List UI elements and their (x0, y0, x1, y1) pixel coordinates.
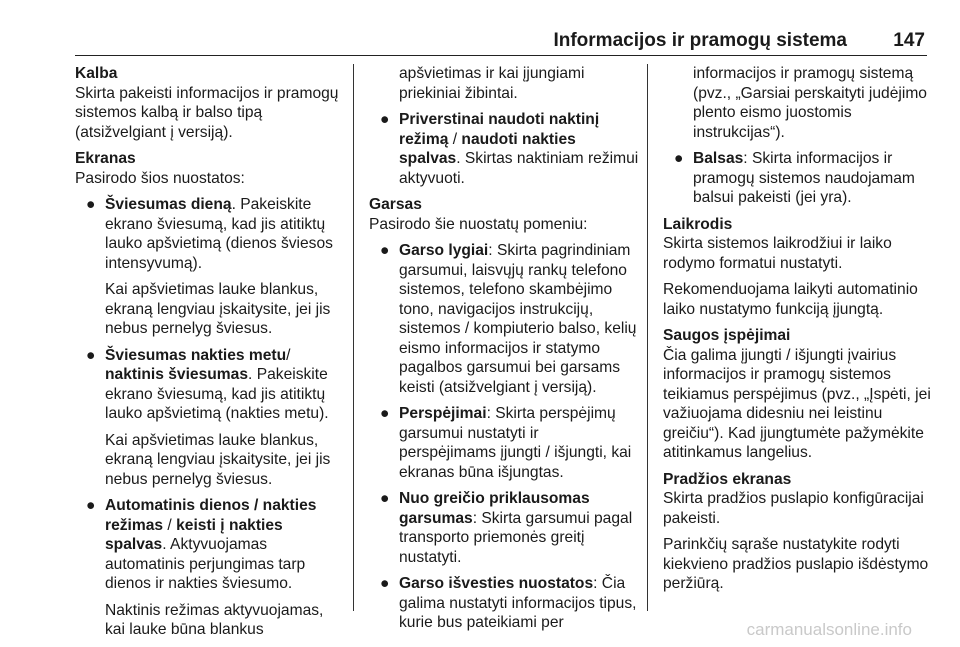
bullet-icon: ● (86, 346, 96, 364)
continued-text: apšvietimas ir kai įjungiami priekiniai žibintai. (399, 65, 585, 102)
bullet-icon: ● (380, 405, 390, 422)
option-name-alt: naktinis šviesumas (105, 366, 249, 383)
bullet-icon: ● (380, 242, 390, 259)
column-divider-2 (647, 64, 648, 611)
section-title: Garsas (369, 196, 422, 213)
list-item (369, 404, 639, 482)
column-1 (75, 64, 345, 647)
section-pradzios (663, 470, 935, 594)
option-description: : Skirta pagrindiniam garsumui, laisvųjų rankų telefono sistemos, telefono skambėjimo tono, navigacijos instrukcijų, sistemos / kompiuterio balso, kelių eismo informacijos ir statymo pagalbos garsumui bei garsams keisti (atsižvelgiant į versiją). (399, 242, 637, 396)
option-note: Naktinis režimas aktyvuojamas, kai lauke būna blankus (105, 601, 324, 638)
watermark: carmanualsonline.info (746, 620, 912, 639)
section-title: Saugos įspėjimai (663, 327, 791, 344)
bullet-list (75, 195, 345, 640)
header-rule (75, 55, 927, 56)
section-kalba (75, 64, 345, 142)
section-body: Rekomenduojama laikyti automatinio laiko nustatymo funkciją įjungtą. (663, 281, 918, 318)
option-description: : Skirta informacijos ir pramogų sistemos naudojamam balsui pakeisti (jei yra). (693, 150, 915, 206)
section-body: Skirta pradžios puslapio konfigūracijai pakeisti. (663, 490, 924, 527)
option-name: Garso lygiai (399, 242, 489, 259)
bullet-icon: ● (380, 575, 390, 592)
page-title: Informacijos ir pramogų sistema (553, 30, 847, 51)
section-body: Skirta pakeisti informacijos ir pramogų sistemos kalbą ir balso tipą (atsižvelgiant į versiją). (75, 84, 339, 141)
page-header (75, 30, 927, 54)
section-intro: Pasirodo šie nuostatų pomeniu: (369, 215, 588, 233)
option-separator: / (448, 130, 462, 148)
bullet-list (369, 241, 639, 633)
section-ekranas (75, 149, 345, 640)
option-description: : Čia galima nustatyti informacijos tipus, kurie bus pateikiami per (399, 575, 637, 631)
bullet-icon: ● (86, 497, 96, 514)
section-intro: Pasirodo šios nuostatos: (75, 169, 245, 187)
section-title: Pradžios ekranas (663, 470, 792, 488)
bullet-icon: ● (86, 196, 96, 213)
column-2 (369, 64, 639, 640)
option-name: Priverstinai naudoti naktinį režimą (399, 111, 600, 148)
option-name: Šviesumas dieną (105, 196, 232, 213)
option-description: . Pakeiskite ekrano šviesumą, kad jis atitiktų lauko apšvietimą (dienos šviesos intensyvumą). (105, 196, 333, 272)
option-note: Kai apšvietimas lauke blankus, ekraną lengviau įskaitysite, jei jis nebus pernelyg šviesus. (105, 431, 331, 488)
section-title: Ekranas (75, 150, 136, 167)
option-name: Perspėjimai (399, 405, 487, 422)
list-item (369, 489, 639, 567)
list-item (369, 241, 639, 397)
section-title: Laikrodis (663, 215, 733, 233)
bullet-icon: ● (674, 150, 684, 167)
section-body: Čia galima įjungti / išjungti įvairius informacijos ir pramogų sistemos teikiamus perspėjimus (pvz., „Įspėti, jei važiuojama didesniu nei leistinu greičiu“). Kad įjungtumėte pažymėkite atitinkamus langelius. (663, 346, 931, 461)
section-body: Parinkčių sąraše nustatykite rodyti kiekvieno pradžios puslapio išdėstymo peržiūrą. (663, 536, 929, 592)
option-name-alt: keisti į nakties spalvas (105, 516, 283, 553)
option-name: Nuo greičio priklausomas garsumas (399, 490, 590, 527)
list-item (663, 149, 935, 208)
option-separator: / (286, 346, 291, 364)
bullet-icon: ● (380, 490, 390, 507)
section-saugos (663, 326, 935, 463)
option-description: . Aktyvuojamas automatinis perjungimas tarp dienos ir nakties šviesumo. (105, 536, 306, 592)
continued-text: informacijos ir pramogų sistemą (pvz., „Garsiai perskaityti judėjimo plento eismo juostomis instrukcijas“). (693, 65, 927, 141)
list-item (75, 496, 345, 640)
bullet-icon: ● (380, 111, 390, 128)
list-item (369, 110, 639, 188)
option-description: : Skirta perspėjimų garsumui nustatyti ir perspėjimams įjungti / išjungti, kai ekranas būna išjungtas. (399, 405, 632, 481)
section-title: Kalba (75, 65, 118, 82)
column-3 (663, 64, 935, 601)
option-description: : Skirta garsumui pagal transporto priemonės greitį nustatyti. (399, 509, 633, 566)
list-item (75, 346, 345, 490)
option-separator: / (163, 516, 177, 534)
page-number: 147 (893, 30, 925, 51)
option-name: Garso išvesties nuostatos (399, 575, 594, 592)
list-item (75, 195, 345, 339)
section-garsas (369, 195, 639, 633)
bullet-list (369, 110, 639, 188)
option-description: . Pakeiskite ekrano šviesumą, kad jis atitiktų lauko apšvietimą (nakties metu). (105, 366, 329, 422)
option-name: Šviesumas nakties metu (105, 346, 287, 364)
option-note: Kai apšvietimas lauke blankus, ekraną lengviau įskaitysite, jei jis nebus pernelyg šviesus. (105, 281, 331, 337)
option-description: . Skirtas naktiniam režimui aktyvuoti. (399, 150, 639, 187)
section-laikrodis (663, 215, 935, 320)
section-body: Skirta sistemos laikrodžiui ir laiko rodymo formatui nustatyti. (663, 235, 892, 272)
option-name-alt: naudoti nakties spalvas (399, 130, 576, 167)
option-name: Automatinis dienos / nakties režimas (105, 497, 317, 534)
column-divider-1 (353, 64, 354, 611)
list-item (369, 574, 639, 633)
bullet-list (663, 149, 935, 208)
option-name: Balsas (693, 150, 744, 167)
